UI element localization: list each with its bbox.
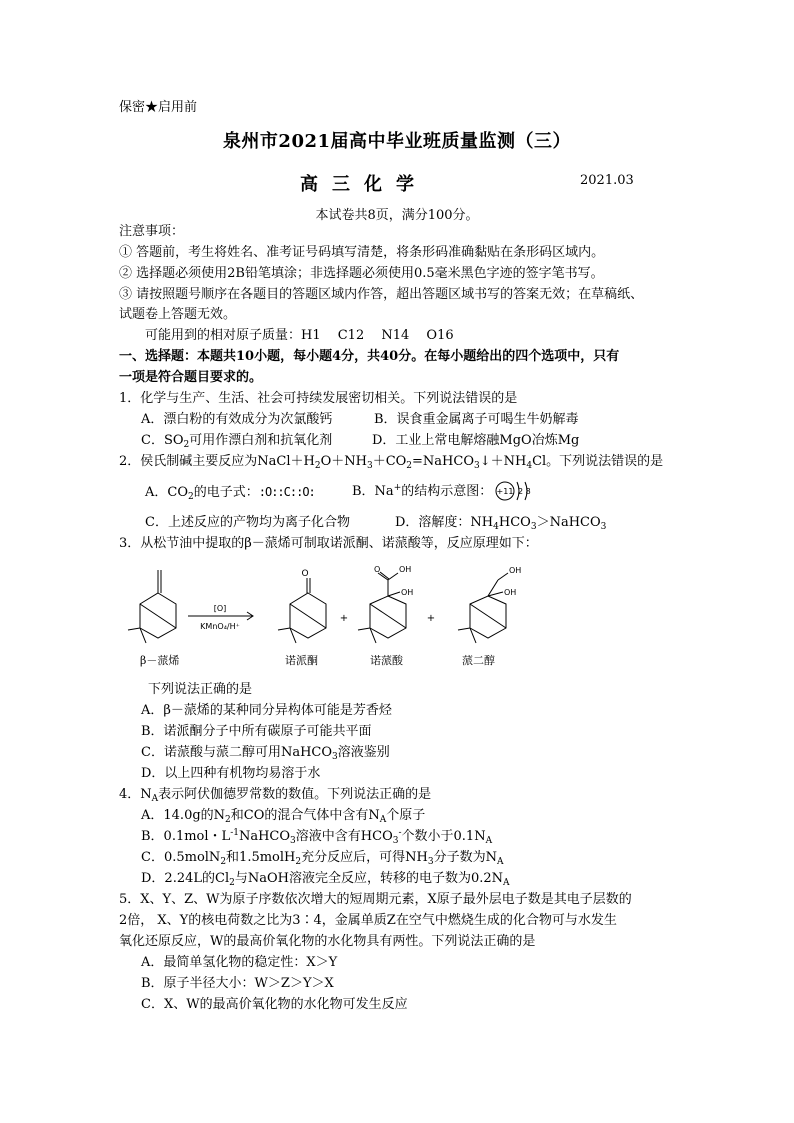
q2-option-a: A．$CO_2$的电子式：:O::C::O: [145,485,315,502]
label-nopinic-acid: 诺蒎酸 [370,654,403,667]
q2-stem: 2．侯氏制碱主要反应为$NaCl+H_2O+NH_3+CO_2=NaHCO_3↓+NH_4Cl$。下列说法错误的是 [119,454,664,471]
q1-option-c: C．$SO_2$可用作漂白剂和抗氧化剂 [141,433,333,450]
label-nopinone: 诺派酮 [285,654,318,667]
label-pinanediol: 蒎二醇 [462,654,495,667]
q4-option-d: D．2.24L的$Cl_2$与NaOH溶液完全反应，转移的电子数为$0.2N_A$ [141,871,510,888]
ketone-o-label: O [301,569,309,579]
exam-meta: 本试卷共8页，满分100分。 [315,208,479,223]
beta-pinene-structure [128,570,176,643]
acid-o-label: O [374,565,381,574]
reagent-top-label: [O] [213,604,227,613]
q3-stem: 3．从松节油中提取的β－蒎烯可制取诺派酮、诺蒎酸等，反应原理如下： [119,536,538,551]
reagent-bottom-label: KMnO₄/H⁺ [200,622,240,631]
q4-option-b: B．0.1mol・$L^{-1}NaHCO_3$溶液中含有$HCO_3^-$个数小于$0.1N_A$ [141,828,493,846]
note-2: ② 选择题必须使用2B铅笔填涂；非选择题必须使用0.5毫米黑色字迹的签字笔书写。 [119,266,604,281]
plus-sign-2: + [426,613,436,624]
q2-option-d: D．溶解度：$NH_4HCO_3>NaHCO_3$ [395,515,607,532]
nopinone-structure [278,578,326,643]
diol-oh1-label: OH [509,566,522,575]
q4-stem: 4．$N_A$表示阿伏伽德罗常数的数值。下列说法正确的是 [119,787,432,804]
q4-option-c: C．0.5molN$_2$和1.5molH$_2$充分反应后，可得$NH_3$分子数为$N_A$ [141,850,504,867]
q1-option-b: B．误食重金属离子可喝生牛奶解毒 [374,412,579,427]
pinanediol-structure [458,573,508,643]
subject-title: 高三化学 [300,174,428,195]
q1-option-d: D．工业上常电解熔融MgO冶炼Mg [372,433,580,448]
q3-option-a: A．β－蒎烯的某种同分异构体可能是芳香烃 [141,703,392,718]
q2-option-c: C．上述反应的产物均为离子化合物 [145,515,350,530]
notes-heading: 注意事项： [119,224,185,239]
co2-lewis-formula: :O::C::O: [258,485,315,499]
exam-title: 泉州市2021届高中毕业班质量监测（三） [222,131,572,152]
atomic-masses: 可能用到的相对原子质量：H1 C12 N14 O16 [145,328,454,343]
note-1: ① 答题前，考生将姓名、准考证号码填写清楚，将条形码准确黏贴在条形码区域内。 [119,245,605,260]
q4-option-a: A．14.0g的$N_2$和CO的混合气体中含有$N_A$个原子 [141,808,426,825]
label-beta-pinene: β－蒎烯 [140,654,180,667]
confidential-label: 保密★启用前 [119,100,198,115]
exam-date: 2021.03 [580,173,634,188]
q5-option-a: A．最简单氢化物的稳定性：X＞Y [141,955,338,970]
q3-lead: 下列说法正确的是 [148,682,253,697]
sodium-ion-structure-diagram [495,478,537,504]
nucleus-label: +11 [496,487,514,496]
q5-option-b: B．原子半径大小：W＞Z＞Y＞X [141,976,334,991]
q1-option-a: A．漂白粉的有效成分为次氯酸钙 [141,412,333,427]
note-3b: 试题卷上答题无效。 [119,307,237,322]
shell-electrons-label: 2 8 [518,487,531,496]
nopinic-acid-structure [358,572,406,643]
q3-option-b: B．诺派酮分子中所有碳原子可能共平面 [141,724,372,739]
q5-stem-line3: 氧化还原反应，W的最高价氧化物的水化物具有两性。下列说法正确的是 [119,934,536,949]
section-heading-line1: 一、选择题：本题共10小题，每小题4分，共40分。在每小题给出的四个选项中，只有 [119,349,620,364]
q5-option-c: C．X、W的最高价氧化物的水化物可发生反应 [141,997,408,1012]
plus-sign-1: + [339,613,349,624]
reaction-arrow [188,612,253,620]
acid-oh-label: OH [399,565,412,574]
q5-stem-line2: 2倍， X、Y的核电荷数之比为3∶4，金属单质Z在空气中燃烧生成的化合物可与水发生 [119,913,617,928]
q2-option-b: B．Na+的结构示意图： [352,483,493,499]
acid-ring-oh-label: OH [401,588,414,597]
q1-stem: 1．化学与生产、生活、社会可持续发展密切相关。下列说法错误的是 [119,391,518,406]
q5-stem-line1: 5．X、Y、Z、W为原子序数依次增大的短周期元素，X原子最外层电子数是其电子层数的 [119,892,632,907]
note-3a: ③ 请按照题号顺序在各题目的答题区域内作答，超出答题区域书写的答案无效；在草稿纸、 [119,287,644,302]
section-heading-line2: 一项是符合题目要求的。 [119,370,263,385]
q3-option-c: C．诺蒎酸与蒎二醇可用NaHCO$_3$溶液鉴别 [141,745,390,762]
q3-option-d: D．以上四种有机物均易溶于水 [141,766,321,781]
diol-oh2-label: OH [504,588,517,597]
